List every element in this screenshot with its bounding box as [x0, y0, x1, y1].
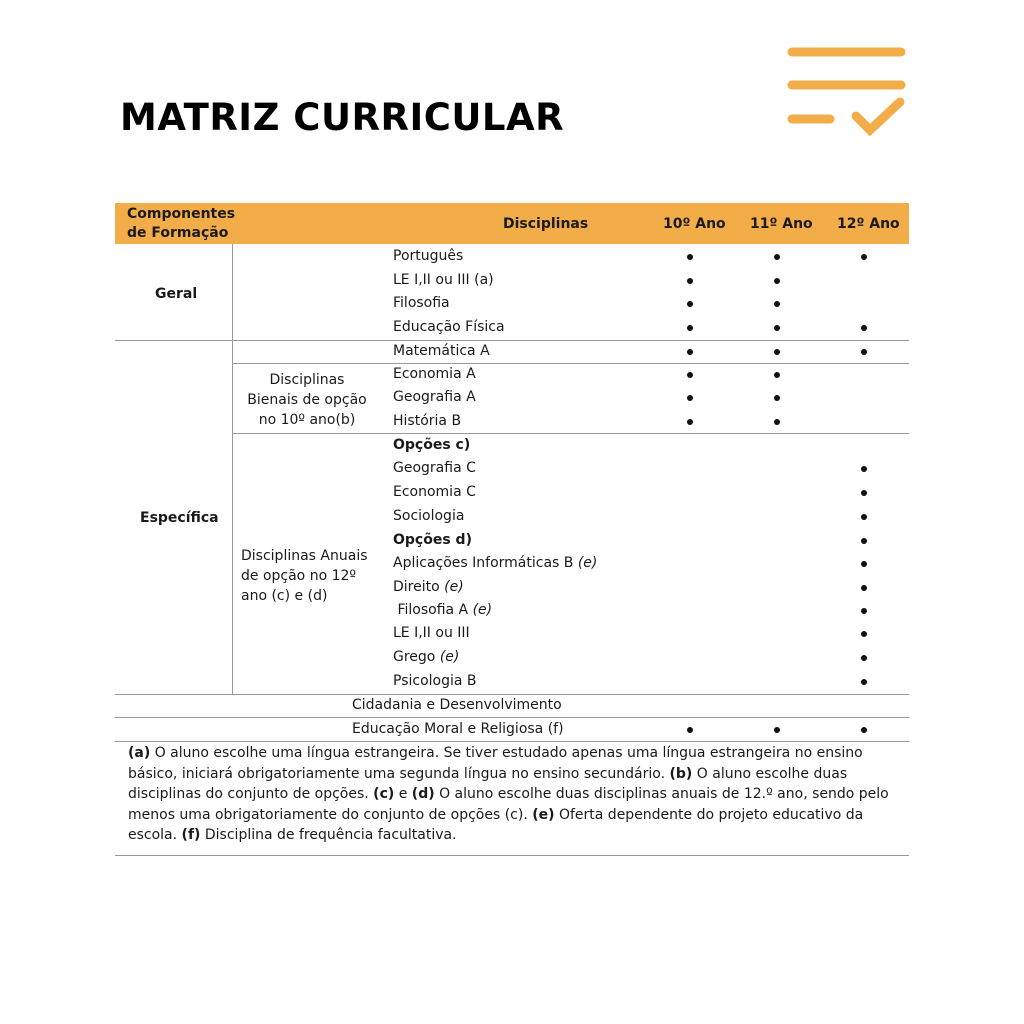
enrollment-dot	[774, 278, 780, 284]
note-text: Disciplina de frequência facultativa.	[200, 827, 457, 843]
enrollment-dot	[861, 727, 867, 733]
enrollment-dot	[774, 325, 780, 331]
divider	[115, 694, 909, 695]
enrollment-dot	[861, 325, 867, 331]
enrollment-dot	[774, 349, 780, 355]
header-12-ano: 12º Ano	[837, 216, 900, 232]
enrollment-dot	[687, 727, 693, 733]
divider	[233, 433, 909, 434]
row-label: História B	[393, 413, 462, 429]
row-label: Aplicações Informáticas B (e)	[393, 555, 598, 571]
enrollment-dot	[687, 372, 693, 378]
header-disciplinas: Disciplinas	[503, 216, 589, 232]
row-label: Educação Física	[393, 319, 505, 335]
header-10-ano: 10º Ano	[663, 216, 726, 232]
group-especifica: Específica	[140, 510, 219, 526]
enrollment-dot	[774, 727, 780, 733]
enrollment-dot	[861, 466, 867, 472]
divider	[115, 741, 909, 742]
note-tag: (c)	[373, 786, 395, 802]
enrollment-dot	[774, 372, 780, 378]
footnotes	[128, 743, 903, 846]
list-check-icon	[786, 44, 910, 140]
row-label: Sociologia	[393, 508, 465, 524]
row-label: Português	[393, 248, 464, 264]
enrollment-dot	[687, 278, 693, 284]
row-label: Economia A	[393, 366, 476, 382]
row-label: Economia C	[393, 484, 476, 500]
enrollment-dot	[861, 561, 867, 567]
row-label: Geografia C	[393, 460, 476, 476]
enrollment-dot	[861, 631, 867, 637]
header-11-ano: 11º Ano	[750, 216, 813, 232]
enrollment-dot	[687, 325, 693, 331]
note-text: O aluno escolhe duas disciplinas anuais de 12.º ano, sendo pelo menos uma obrigatoriamente do conjunto de opções (c).	[128, 786, 889, 823]
row-label: Opções d)	[393, 532, 472, 548]
divider	[115, 340, 909, 341]
note-text: Oferta dependente do projeto educativo da escola.	[128, 806, 864, 843]
row-label: Direito (e)	[393, 579, 464, 595]
row-label: LE I,II ou III (a)	[393, 272, 494, 288]
note-tag: (a)	[128, 745, 151, 761]
enrollment-dot	[861, 490, 867, 496]
page-title: MATRIZ CURRICULAR	[120, 96, 565, 139]
enrollment-dot	[687, 254, 693, 260]
row-label: Filosofia A (e)	[393, 602, 493, 618]
enrollment-dot	[861, 349, 867, 355]
note-tag: (b)	[669, 765, 693, 782]
enrollment-dot	[774, 419, 780, 425]
enrollment-dot	[861, 655, 867, 661]
footnotes-divider	[115, 855, 909, 856]
enrollment-dot	[774, 395, 780, 401]
note-text: O aluno escolhe uma língua estrangeira. Se tiver estudado apenas uma língua estrangeira no ensino básico, iniciará obrigatoriamente uma segunda língua no ensino secundário.	[128, 745, 863, 782]
enrollment-dot	[687, 395, 693, 401]
enrollment-dot	[861, 514, 867, 520]
enrollment-dot	[861, 538, 867, 544]
note-tag: (d)	[411, 786, 435, 802]
header-componentes: Componentes de Formação	[127, 206, 236, 241]
row-label: Psicologia B	[393, 673, 477, 689]
row-label: LE I,II ou III	[393, 625, 470, 641]
enrollment-dot	[687, 349, 693, 355]
divider	[115, 717, 909, 718]
note-tag: (e)	[532, 806, 555, 823]
enrollment-dot	[861, 608, 867, 614]
enrollment-dot	[774, 301, 780, 307]
group-anuais: Disciplinas Anuais de opção no 12º ano (c) e (d)	[241, 548, 368, 604]
enrollment-dot	[687, 301, 693, 307]
row-label: Geografia A	[393, 389, 476, 405]
row-label: Filosofia	[393, 295, 450, 311]
row-label: Grego (e)	[393, 649, 460, 665]
note-text: O aluno escolhe duas disciplinas do conjunto de opções.	[128, 765, 848, 802]
divider	[232, 244, 233, 694]
divider	[233, 363, 909, 364]
enrollment-dot	[687, 419, 693, 425]
enrollment-dot	[861, 679, 867, 685]
enrollment-dot	[861, 585, 867, 591]
note-text: e	[394, 786, 412, 802]
group-bienais: Disciplinas Bienais de opção no 10º ano(b)	[247, 372, 367, 428]
enrollment-dot	[861, 254, 867, 260]
group-geral: Geral	[155, 286, 198, 302]
row-label: Opções c)	[393, 437, 471, 453]
enrollment-dot	[774, 254, 780, 260]
row-cidadania: Cidadania e Desenvolvimento	[352, 697, 562, 713]
row-emr: Educação Moral e Religiosa (f)	[352, 721, 564, 737]
note-tag: (f)	[181, 827, 201, 843]
row-label: Matemática A	[393, 343, 490, 359]
